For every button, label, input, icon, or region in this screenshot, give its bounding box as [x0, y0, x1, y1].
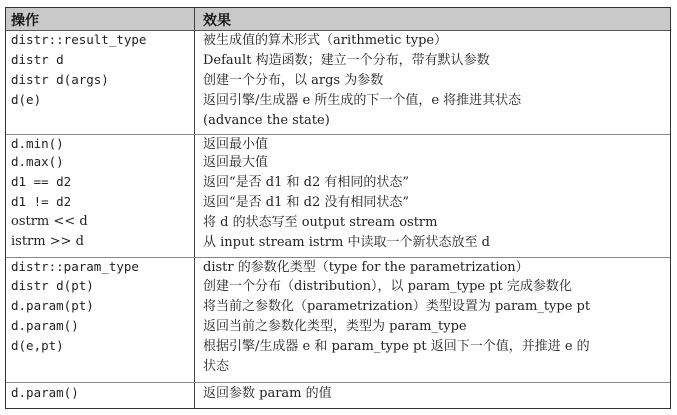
effect-cell: 创建一个分布，以 args 为参数 [203, 73, 384, 88]
effect-cell: 根据引擎/生成器 e 和 param_type pt 返回下一个值，并推进 e 的 [203, 339, 590, 354]
op-cell: d(e) [11, 92, 42, 107]
op-cell: d.param() [11, 385, 79, 400]
effect-cell: 返回最大值 [203, 155, 269, 170]
effect-cell: 返回当前之参数化类型，类型为 param_type [203, 319, 467, 334]
effect-cell: 从 input stream istrm 中读取一个新状态放至 d [203, 235, 490, 250]
effect-cell-continued: (advance the state) [203, 113, 330, 128]
op-cell: d.min() [11, 136, 64, 151]
effect-cell: 将 d 的状态写至 output stream ostrm [203, 215, 438, 230]
effect-cell-continued: 状态 [203, 359, 230, 374]
op-cell: distr::result_type [11, 32, 147, 47]
op-cell: d.max() [11, 154, 64, 169]
op-cell: d1 != d2 [11, 194, 72, 209]
table-header [6, 8, 670, 31]
op-cell: distr d(args) [11, 72, 109, 87]
header-effect: 效果 [203, 13, 231, 29]
op-cell: ostrm << d [11, 214, 88, 229]
effect-cell: 返回“是否 d1 和 d2 没有相同状态” [203, 195, 410, 210]
op-cell: distr d [11, 52, 64, 67]
effect-cell: 返回最小值 [203, 137, 269, 152]
op-cell: d.param() [11, 318, 79, 333]
table-row [6, 382, 670, 401]
table-row [6, 134, 670, 152]
effect-cell: 创建一个分布（distribution），以 param_type pt 完成参数化 [203, 279, 572, 294]
effect-cell: Default 构造函数；建立一个分布，带有默认参数 [203, 53, 490, 68]
op-cell: d.param(pt) [11, 298, 94, 313]
effect-cell: 返回引擎/生成器 e 所生成的下一个值，e 将推进其状态 [203, 93, 522, 108]
op-cell: distr d(pt) [11, 278, 94, 293]
table-row [6, 257, 670, 275]
op-cell: istrm >> d [11, 234, 84, 249]
op-cell: d(e,pt) [11, 338, 64, 353]
effect-cell: 返回“是否 d1 和 d2 有相同的状态” [203, 175, 410, 190]
effect-cell: 返回参数 param 的值 [203, 386, 332, 401]
effect-cell: 被生成值的算术形式（arithmetic type） [203, 33, 448, 48]
effect-cell: distr 的参数化类型（type for the parametrization） [203, 260, 529, 275]
op-cell: d1 == d2 [11, 174, 72, 189]
column-divider [194, 8, 195, 408]
operations-table [5, 7, 671, 409]
effect-cell: 将当前之参数化（parametrization）类型设置为 param_type pt [203, 299, 591, 314]
op-cell: distr::param_type [11, 259, 139, 274]
header-operation: 操作 [11, 13, 39, 29]
